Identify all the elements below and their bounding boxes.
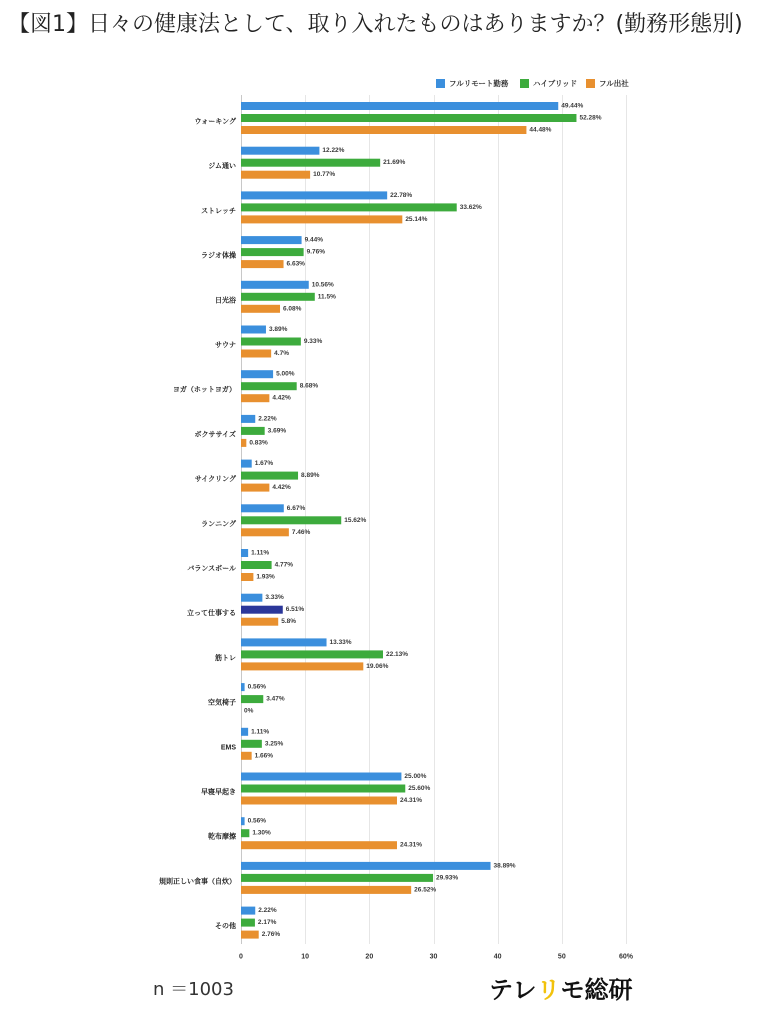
bar-series-0-item-18 — [241, 907, 255, 915]
data-label-series-2-item-7: 0.83% — [249, 439, 268, 447]
sample-size-note: n ＝1003 — [153, 979, 234, 1000]
bar-series-0-item-12 — [241, 638, 327, 646]
bar-series-1-item-3 — [241, 248, 304, 256]
category-label-13: 空気椅子 — [208, 699, 236, 707]
logo-prefix: テレ — [489, 976, 537, 1004]
bar-series-1-item-0 — [241, 114, 576, 122]
data-label-series-2-item-3: 6.63% — [286, 260, 305, 268]
bar-series-0-item-6 — [241, 370, 273, 378]
category-label-16: 乾布摩擦 — [208, 833, 236, 841]
category-label-14: EMS — [220, 744, 236, 752]
data-label-series-0-item-18: 2.22% — [258, 907, 277, 915]
data-label-series-0-item-10: 1.11% — [251, 549, 270, 557]
data-label-series-2-item-18: 2.76% — [261, 931, 281, 939]
bar-series-1-item-18 — [241, 919, 255, 927]
legend-label-series-2: フル出社 — [599, 79, 629, 88]
bar-series-1-item-13 — [241, 695, 263, 703]
bar-series-1-item-10 — [241, 561, 272, 569]
bar-series-2-item-15 — [241, 797, 397, 805]
bar-series-0-item-0 — [241, 102, 558, 110]
data-label-series-1-item-4: 11.5% — [317, 293, 336, 301]
category-label-4: 日光浴 — [215, 297, 236, 305]
bar-series-2-item-3 — [241, 260, 284, 268]
category-label-18: その他 — [215, 923, 236, 931]
bar-series-0-item-8 — [241, 460, 252, 468]
x-tick-label-4: 40 — [493, 953, 502, 961]
data-label-series-2-item-8: 4.42% — [272, 484, 291, 492]
bar-series-1-item-2 — [241, 203, 457, 211]
data-label-series-1-item-8: 8.89% — [301, 472, 320, 480]
bar-series-1-item-4 — [241, 293, 315, 301]
category-label-17: 規則正しい食事（自炊） — [159, 878, 236, 886]
data-label-series-1-item-9: 15.62% — [344, 516, 367, 524]
bar-series-2-item-7 — [241, 439, 246, 447]
data-label-series-1-item-0: 52.28% — [579, 114, 602, 122]
bar-series-0-item-7 — [241, 415, 255, 423]
x-tick-label-3: 30 — [429, 953, 438, 961]
data-label-series-2-item-15: 24.31% — [399, 797, 423, 804]
data-label-series-2-item-11: 5.8% — [281, 618, 297, 626]
bar-series-1-item-15 — [241, 785, 405, 793]
data-label-series-2-item-9: 7.46% — [291, 528, 311, 536]
bar-series-0-item-3 — [241, 236, 302, 244]
bar-series-0-item-4 — [241, 281, 309, 289]
data-label-series-1-item-10: 4.77% — [274, 561, 294, 569]
data-label-series-1-item-17: 29.93% — [436, 874, 459, 882]
bar-series-1-item-16 — [241, 829, 249, 837]
data-label-series-0-item-6: 5.00% — [276, 370, 295, 378]
data-label-series-0-item-7: 2.22% — [258, 415, 277, 423]
bar-series-0-item-17 — [241, 862, 491, 870]
category-label-7: ボクササイズ — [194, 431, 236, 439]
bar-series-2-item-4 — [241, 305, 280, 313]
data-label-series-2-item-13: 0% — [244, 707, 254, 715]
bar-series-2-item-11 — [241, 618, 278, 626]
bar-series-1-item-12 — [241, 650, 383, 658]
data-label-series-2-item-14: 1.66% — [254, 752, 274, 760]
bar-series-2-item-9 — [241, 528, 289, 536]
bar-series-2-item-18 — [241, 931, 259, 939]
data-label-series-1-item-12: 22.13% — [386, 650, 409, 658]
data-label-series-0-item-16: 0.56% — [247, 817, 267, 825]
bar-series-2-item-10 — [241, 573, 253, 581]
data-label-series-0-item-12: 13.33% — [329, 638, 352, 646]
bar-series-0-item-13 — [241, 683, 245, 691]
category-label-1: ジム通い — [208, 163, 236, 171]
data-label-series-1-item-6: 8.68% — [299, 382, 319, 390]
data-label-series-2-item-17: 26.52% — [414, 886, 437, 894]
bar-series-1-item-9 — [241, 516, 341, 524]
logo-accent: リ — [536, 976, 561, 1004]
x-tick-label-0: 0 — [239, 953, 243, 961]
bar-series-1-item-17 — [241, 874, 433, 882]
data-label-series-0-item-13: 0.56% — [247, 683, 267, 691]
bar-series-2-item-16 — [241, 841, 397, 849]
data-label-series-0-item-5: 3.89% — [268, 326, 288, 333]
chart-title: 【図1】日々の健康法として、取り入れたものはありますか？(勤務形態別) — [8, 12, 743, 37]
x-tick-label-5: 50 — [557, 953, 566, 961]
data-label-series-1-item-2: 33.62% — [459, 203, 482, 211]
logo-suffix: モ総研 — [560, 976, 633, 1004]
data-label-series-0-item-14: 1.11% — [251, 728, 270, 736]
data-label-series-1-item-1: 21.69% — [383, 159, 406, 167]
bar-series-2-item-17 — [241, 886, 411, 894]
x-tick-label-6: 60% — [618, 953, 634, 961]
bar-series-2-item-12 — [241, 662, 363, 670]
bar-series-1-item-1 — [241, 159, 380, 167]
data-label-series-0-item-4: 10.56% — [311, 281, 334, 289]
data-label-series-0-item-2: 22.78% — [390, 191, 413, 199]
data-label-series-2-item-12: 19.06% — [366, 662, 389, 670]
bar-series-0-item-16 — [241, 817, 245, 825]
bar-series-1-item-8 — [241, 472, 298, 480]
bar-series-0-item-2 — [241, 191, 387, 199]
data-label-series-2-item-5: 4.7% — [274, 350, 289, 357]
data-label-series-0-item-3: 9.44% — [304, 236, 324, 244]
bar-series-1-item-11 — [241, 606, 283, 614]
bar-series-0-item-1 — [241, 147, 319, 155]
data-label-series-2-item-4: 6.08% — [283, 305, 302, 313]
data-label-series-0-item-17: 38.89% — [493, 862, 516, 870]
data-label-series-0-item-0: 49.44% — [561, 102, 584, 110]
data-label-series-1-item-14: 3.25% — [264, 740, 284, 748]
x-tick-label-2: 20 — [365, 953, 374, 961]
bar-series-0-item-9 — [241, 504, 284, 512]
bar-series-0-item-5 — [241, 326, 266, 334]
legend-label-series-0: フルリモート勤務 — [449, 79, 509, 88]
bar-series-2-item-8 — [241, 484, 269, 492]
bar-series-2-item-6 — [241, 394, 269, 402]
bars — [241, 102, 576, 939]
bar-series-0-item-11 — [241, 594, 262, 602]
category-label-0: ウォーキング — [194, 118, 236, 126]
category-label-11: 立って仕事する — [187, 610, 236, 618]
data-label-series-0-item-9: 6.67% — [286, 504, 306, 512]
bar-series-0-item-15 — [241, 773, 401, 781]
data-label-series-0-item-8: 1.67% — [254, 460, 274, 468]
bar-series-0-item-10 — [241, 549, 248, 557]
category-label-12: 筋トレ — [215, 654, 236, 662]
data-label-series-1-item-15: 25.60% — [408, 785, 431, 792]
category-label-15: 早寝早起き — [201, 789, 236, 796]
category-label-10: バランスボール — [187, 565, 236, 573]
bar-series-1-item-14 — [241, 740, 262, 748]
category-label-6: ヨガ（ホットヨガ） — [172, 386, 236, 394]
data-label-series-0-item-15: 25.00% — [404, 773, 427, 780]
data-label-series-1-item-5: 9.33% — [303, 338, 323, 345]
bar-series-1-item-5 — [241, 338, 301, 346]
bar-series-2-item-1 — [241, 171, 310, 179]
legend-label-series-1: ハイブリッド — [533, 79, 578, 88]
bar-series-2-item-5 — [241, 350, 271, 358]
bar-series-1-item-6 — [241, 382, 297, 390]
data-label-series-1-item-18: 2.17% — [257, 919, 277, 927]
data-label-series-1-item-11: 6.51% — [285, 606, 305, 614]
data-label-series-1-item-3: 9.76% — [306, 248, 326, 256]
category-label-9: ランニング — [201, 520, 236, 528]
data-label-series-2-item-0: 44.48% — [529, 126, 552, 134]
bar-series-1-item-7 — [241, 427, 265, 435]
data-label-series-2-item-6: 4.42% — [272, 394, 291, 402]
bar-series-2-item-0 — [241, 126, 526, 134]
bar-series-0-item-14 — [241, 728, 248, 736]
data-label-series-2-item-2: 25.14% — [405, 215, 428, 223]
bar-series-2-item-14 — [241, 752, 252, 760]
data-label-series-0-item-1: 12.22% — [322, 147, 345, 155]
x-tick-label-1: 10 — [301, 953, 310, 961]
category-label-2: ストレッチ — [201, 207, 236, 215]
data-label-series-2-item-16: 24.31% — [399, 841, 423, 849]
data-label-series-2-item-1: 10.77% — [313, 171, 336, 179]
data-label-series-1-item-7: 3.69% — [267, 427, 287, 435]
data-label-series-1-item-16: 1.30% — [252, 829, 271, 837]
bar-series-2-item-2 — [241, 215, 402, 223]
brand-logo — [489, 975, 633, 1005]
data-label-series-0-item-11: 3.33% — [265, 594, 284, 602]
category-label-3: ラジオ体操 — [201, 252, 236, 260]
category-label-8: サイクリング — [194, 476, 236, 484]
data-label-series-2-item-10: 1.93% — [256, 573, 275, 581]
category-label-5: サウナ — [215, 342, 236, 349]
data-label-series-1-item-13: 3.47% — [266, 695, 285, 703]
